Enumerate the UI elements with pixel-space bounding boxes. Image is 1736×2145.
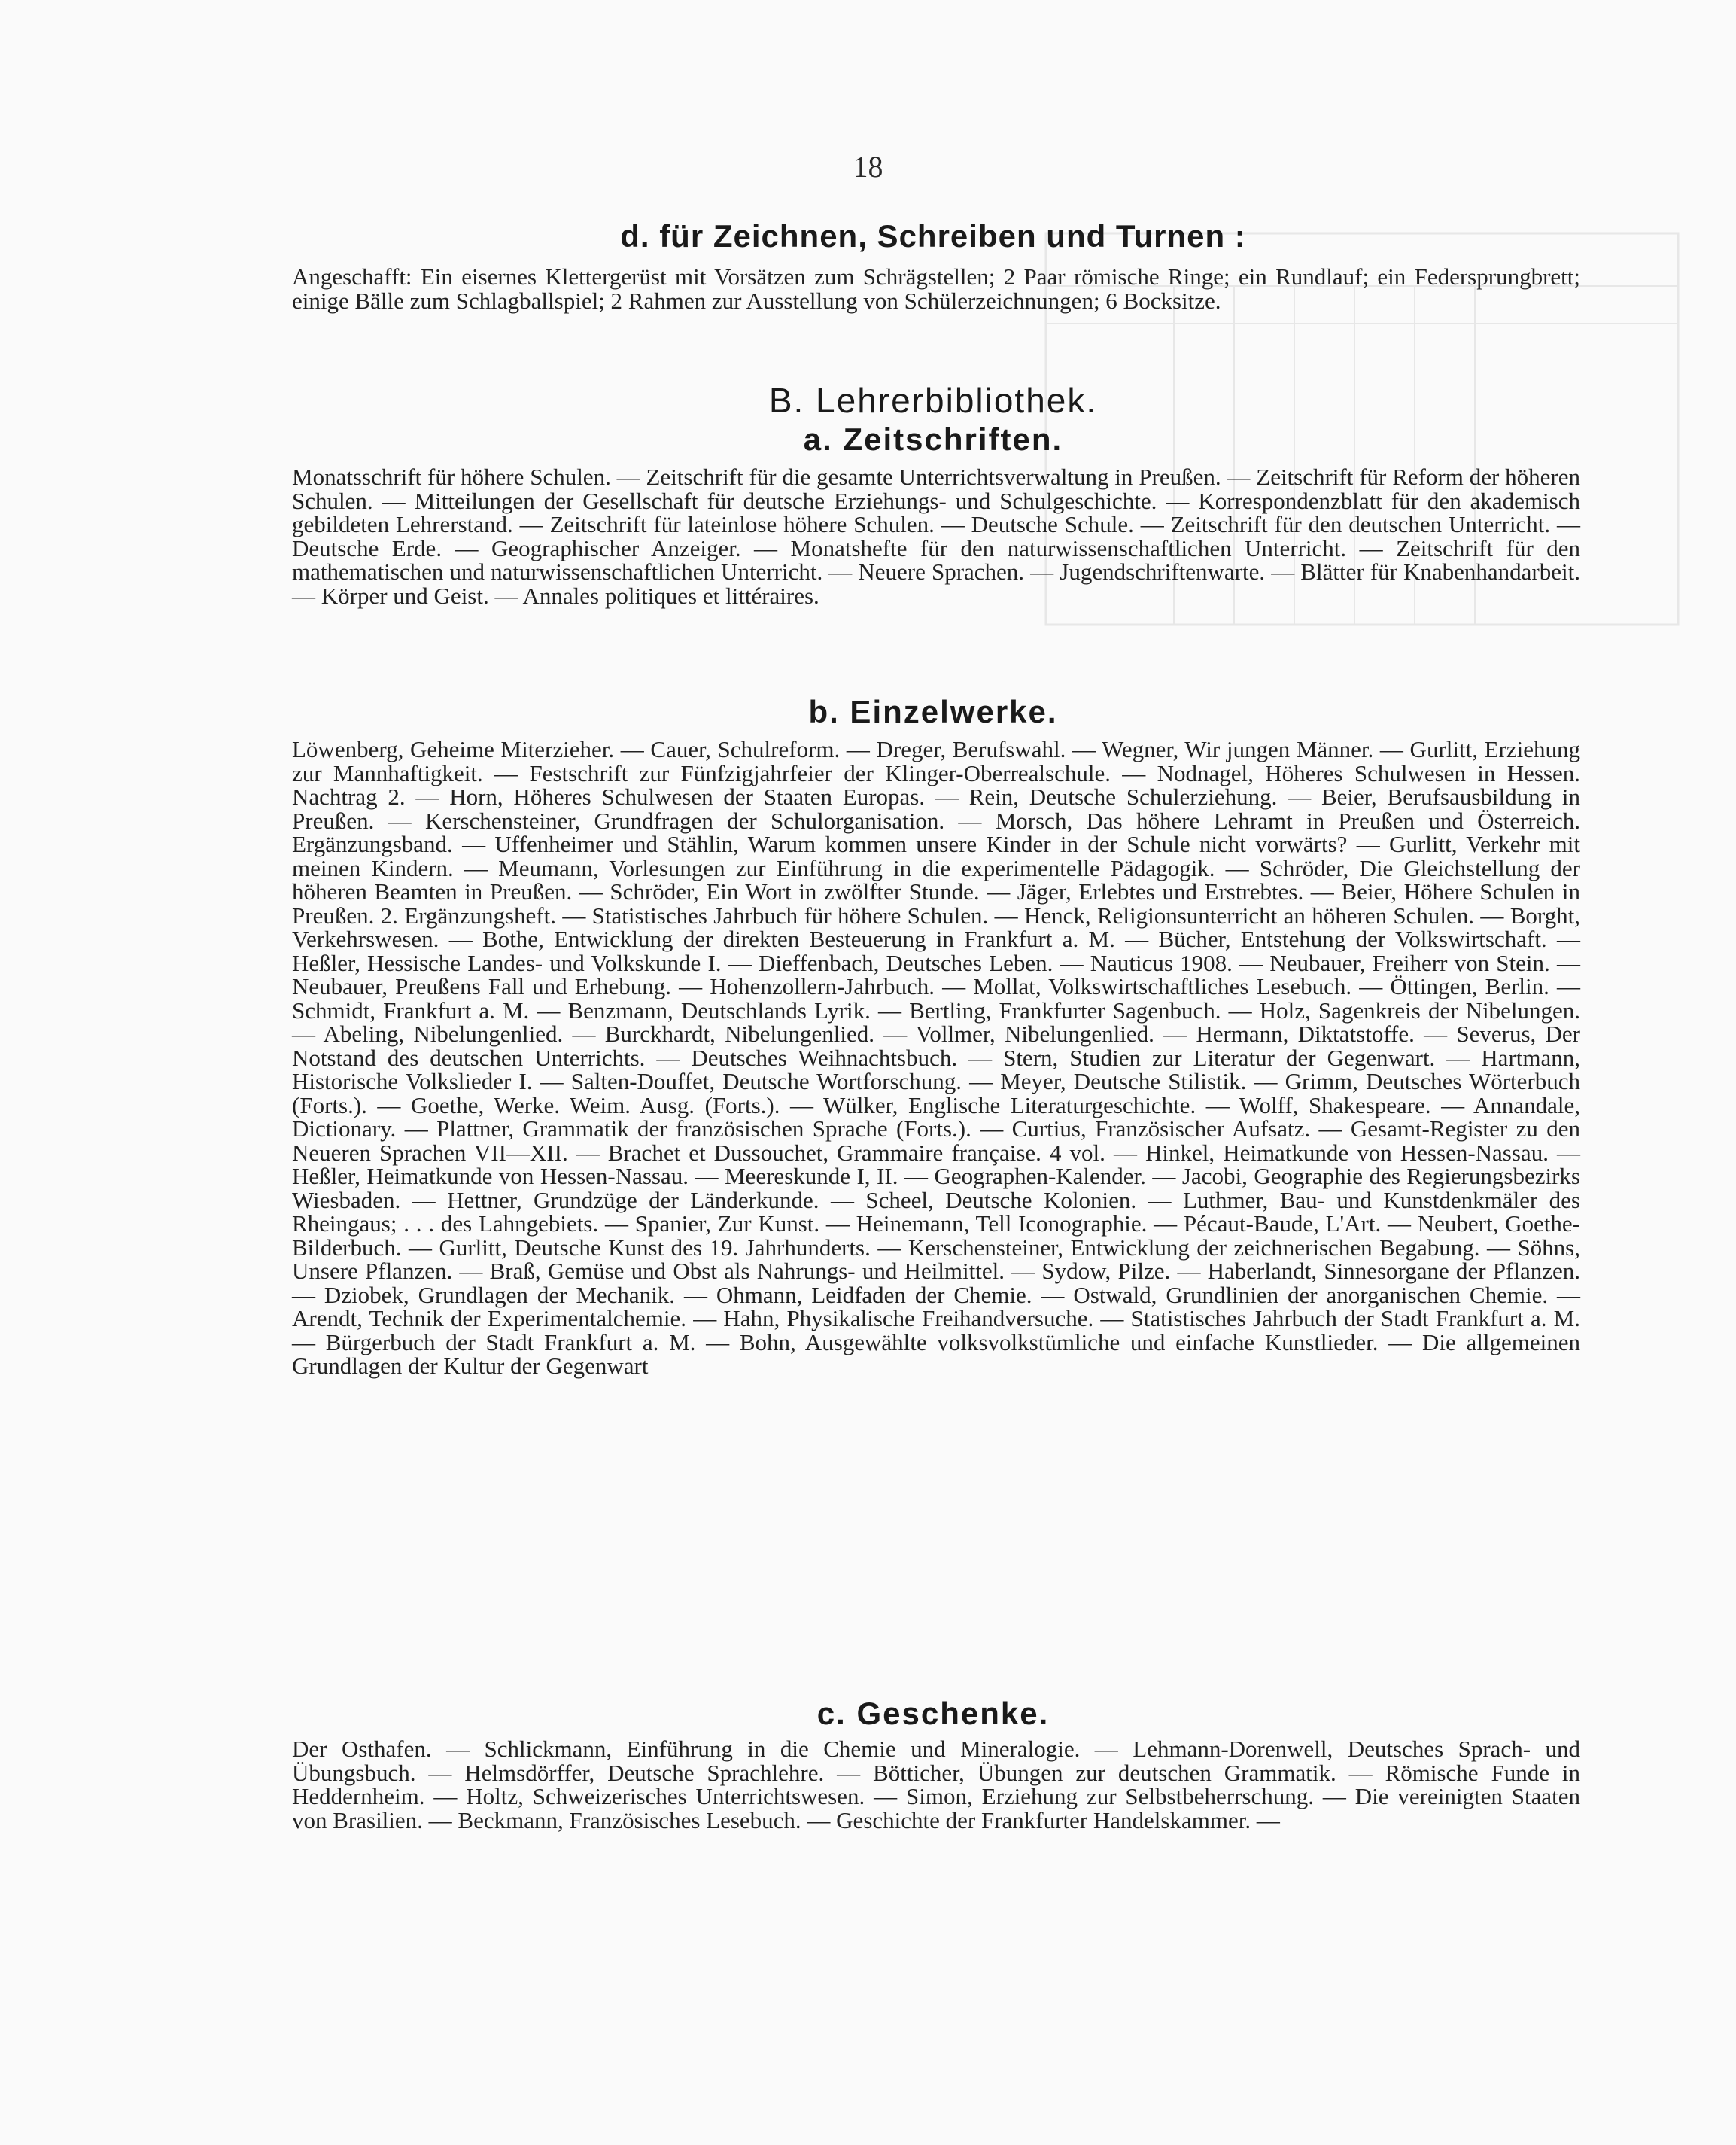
section-heading-lehrerbibliothek: B. Lehrerbibliothek. bbox=[768, 381, 1098, 420]
section-heading-einzelwerke: b. Einzelwerke. bbox=[808, 694, 1058, 729]
section-heading-geschenke: c. Geschenke. bbox=[816, 1696, 1050, 1731]
section-text-zeitschriften: Monatsschrift für höhere Schulen. — Zeitschrift für die gesamte Unterrichtsverwaltung in Preußen. — Zeitschrift für Reform der höheren Schulen. — Mitteilungen der Gesellschaft für deutsche Erziehungs- und Schulgeschichte. — Korrespondenzblatt für den akademisch gebildeten Lehrerstand. — Zeitschrift für lateinlose höhere Schulen. — Deutsche Schule. — Zeitschrift für den deutschen Unterricht. — Deutsche Erde. — Geographischer Anzeiger. — Monatshefte für den naturwissenschaftlichen Unterricht. — Zeitschrift für den mathematischen und naturwissenschaftlichen Unterricht. — Neuere Sprachen. — Jugendschriftenwarte. — Blätter für Knabenhandarbeit. — Körper und Geist. — Annales politiques et littéraires. bbox=[292, 464, 1580, 609]
section-text-einzelwerke: Löwenberg, Geheime Miterzieher. — Cauer, Schulreform. — Dreger, Berufswahl. — Wegner, Wir jungen Männer. — Gurlitt, Erziehung zur Mannhaftigkeit. — Festschrift zur Fünfzigjahrfeier der Klinger-Oberrealschule. — Nodnagel, Höheres Schulwesen in Hessen. Nachtrag 2. — Horn, Höheres Schulwesen der Staaten Europas. — Rein, Deutsche Schulerziehung. — Beier, Berufsausbildung in Preußen. — Kerschensteiner, Grundfragen der Schulorganisation. — Morsch, Das höhere Lehramt in Preußen und Österreich. Ergänzungsband. — Uffenheimer und Stählin, Warum kommen unsere Kinder in der Schule nicht vorwärts? — Gurlitt, Verkehr mit meinen Kindern. — Meumann, Vorlesungen zur Einführung in die experimentelle Pädagogik. — Schröder, Die Gleichstellung der höheren Beamten in Preußen. — Schröder, Ein Wort in zwölfter Stunde. — Jäger, Erlebtes und Erstrebtes. — Beier, Höhere Schulen in Preußen. 2. Ergänzungsheft. — Statistisches Jahrbuch für höhere Schulen. — Henck, Religionsunterricht an höheren Schulen. — Borght, Verkehrswesen. — Bothe, Entwicklung der direkten Besteuerung in Frankfurt a. M. — Bücher, Entstehung der Volkswirtschaft. — Heßler, Hessische Landes- und Volkskunde I. — Dieffenbach, Deutsches Leben. — Nauticus 1908. — Neubauer, Freiherr von Stein. — Neubauer, Preußens Fall und Erhebung. — Hohenzollern-Jahrbuch. — Mollat, Volkswirtschaftliches Lesebuch. — Öttingen, Berlin. — Schmidt, Frankfurt a. M. — Benzmann, Deutschlands Lyrik. — Bertling, Frankfurter Sagenbuch. — Holz, Sagenkreis der Nibelungen. — Abeling, Nibelungenlied. — Burckhardt, Nibelungenlied. — Vollmer, Nibelungenlied. — Hermann, Diktatstoffe. — Severus, Der Notstand des deutschen Unterrichts. — Deutsches Weihnachtsbuch. — Stern, Studien zur Literatur der Gegenwart. — Hartmann, Historische Volkslieder I. — Salten-Douffet, Deutsche Wortforschung. — Meyer, Deutsche Stilistik. — Grimm, Deutsches Wörterbuch (Forts.). — Goethe, Werke. Weim. Ausg. (Forts.). — Wülker, Englische Literaturgeschichte. — Wolff, Shakespeare. — Annandale, Dictionary. — Plattner, Grammatik der französischen Sprache (Forts.). — Curtius, Französischer Aufsatz. — Gesamt-Register zu den Neueren Sprachen VII—XII. — Brachet et Dussouchet, Grammaire française. 4 vol. — Hinkel, Heimatkunde von Hessen-Nassau. — Heßler, Heimatkunde von Hessen-Nassau. — Meereskunde I, II. — Geographen-Kalender. — Jacobi, Geographie des Regierungsbezirks Wiesbaden. — Hettner, Grundzüge der Länderkunde. — Scheel, Deutsche Kolonien. — Luthmer, Bau- und Kunstdenkmäler des Rheingaus; . . . des Lahngebiets. — Spanier, Zur Kunst. — Heinemann, Tell Iconographie. — Pécaut-Baude, L'Art. — Neubert, Goethe-Bilderbuch. — Gurlitt, Deutsche Kunst des 19. Jahrhunderts. — Kerschensteiner, Entwicklung der zeichnerischen Begabung. — Söhns, Unsere Pflanzen. — Braß, Gemüse und Obst als Nahrungs- und Heilmittel. — Sydow, Pilze. — Haberlandt, Sinnesorgane der Pflanzen. — Dziobek, Grundlagen der Mechanik. — Ohmann, Leidfaden der Chemie. — Ostwald, Grundlinien der anorganischen Chemie. — Arendt, Technik der Experimentalchemie. — Hahn, Physikalische Freihandversuche. — Statistisches Jahrbuch der Stadt Frankfurt a. M. — Bürgerbuch der Stadt Frankfurt a. M. — Bohn, Ausgewählte volksvolkstümliche und einfache Kunstlieder. — Die allgemeinen Grundlagen der Kultur der Gegenwart bbox=[292, 736, 1580, 1379]
page-number: 18 bbox=[853, 150, 883, 184]
section-heading-zeichnen: d. für Zeichnen, Schreiben und Turnen : bbox=[620, 218, 1246, 254]
section-text-zeichnen: Angeschafft: Ein eisernes Klettergerüst mit Vorsätzen zum Schrägstellen; 2 Paar römische Ringe; ein Rundlauf; ein Federsprungbrett; einige Bälle zum Schlagballspiel; 2 Rahmen zur Ausstellung von Schülerzeichnungen; 6 Bocksitze. bbox=[292, 263, 1580, 314]
section-heading-zeitschriften: a. Zeitschriften. bbox=[803, 421, 1063, 457]
section-text-geschenke: Der Osthafen. — Schlickmann, Einführung in die Chemie und Mineralogie. — Lehmann-Dorenwell, Deutsches Sprach- und Übungsbuch. — Helmsdörffer, Deutsche Sprachlehre. — Bötticher, Übungen zur deutschen Grammatik. — Römische Funde in Heddernheim. — Holtz, Schweizerisches Unterrichtswesen. — Simon, Erziehung zur Selbstbeherrschung. — Die vereinigten Staaten von Brasilien. — Beckmann, Französisches Lesebuch. — Geschichte der Frankfurter Handelskammer. — bbox=[292, 1736, 1580, 1833]
